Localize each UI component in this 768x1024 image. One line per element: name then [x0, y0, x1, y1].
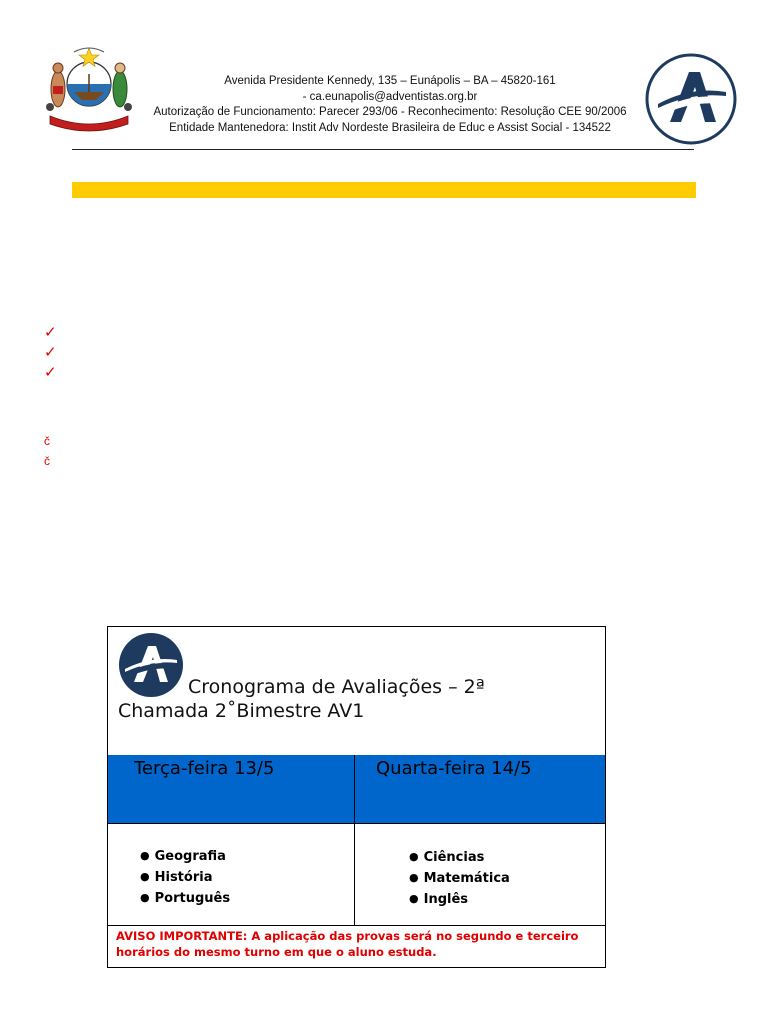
- highlight-bar: [72, 182, 696, 198]
- header-divider: [72, 149, 694, 150]
- subject-item: ● Português: [140, 888, 230, 909]
- day-header-tuesday: Terça-feira 13/5: [108, 755, 355, 823]
- check-mark: ✓: [44, 324, 57, 341]
- state-crest-logo: [44, 44, 134, 138]
- adventist-logo: [644, 52, 738, 146]
- check-mark: ✓: [44, 364, 57, 381]
- school-email: - ca.eunapolis@adventistas.org.br: [302, 90, 478, 103]
- school-address: Avenida Presidente Kennedy, 135 – Eunápolis – BA – 45820-161: [224, 75, 556, 87]
- schedule-subjects: [108, 823, 605, 926]
- schedule-title: [118, 675, 588, 723]
- subject-item: ● Ciências: [409, 847, 510, 868]
- tuesday-subjects: [108, 823, 355, 925]
- exam-schedule-card: [107, 626, 606, 968]
- check-mark: ✓: [44, 344, 57, 361]
- wednesday-subjects: [355, 823, 606, 925]
- school-authorization: Autorização de Funcionamento: Parecer 293/06 - Reconhecimento: Resolução CEE 90/2006: [153, 106, 627, 118]
- schedule-day-headers: [108, 755, 605, 824]
- day-header-wednesday: Quarta-feira 14/5: [376, 758, 532, 779]
- list-marker: č: [44, 434, 50, 448]
- school-entity: Entidade Mantenedora: Instit Adv Nordeste Brasileira de Educ e Assist Social - 134522: [169, 121, 611, 134]
- schedule-title-line1: Cronograma de Avaliações – 2ª: [188, 676, 485, 698]
- subject-item: ● Matemática: [409, 868, 510, 889]
- subject-item: ● Inglês: [409, 889, 510, 910]
- subject-list: [140, 846, 230, 909]
- subject-item: ● História: [140, 867, 230, 888]
- schedule-header: [108, 627, 605, 756]
- subject-item: ● Geografia: [140, 846, 230, 867]
- list-marker: č: [44, 454, 50, 468]
- school-header-text: [140, 74, 640, 136]
- important-notice: AVISO IMPORTANTE: A aplicação das provas será no segundo e terceiro horários do mesmo turno em que o aluno estuda.: [116, 929, 579, 959]
- subject-list: [409, 847, 510, 910]
- schedule-title-line2: Chamada 2˚Bimestre AV1: [118, 700, 365, 722]
